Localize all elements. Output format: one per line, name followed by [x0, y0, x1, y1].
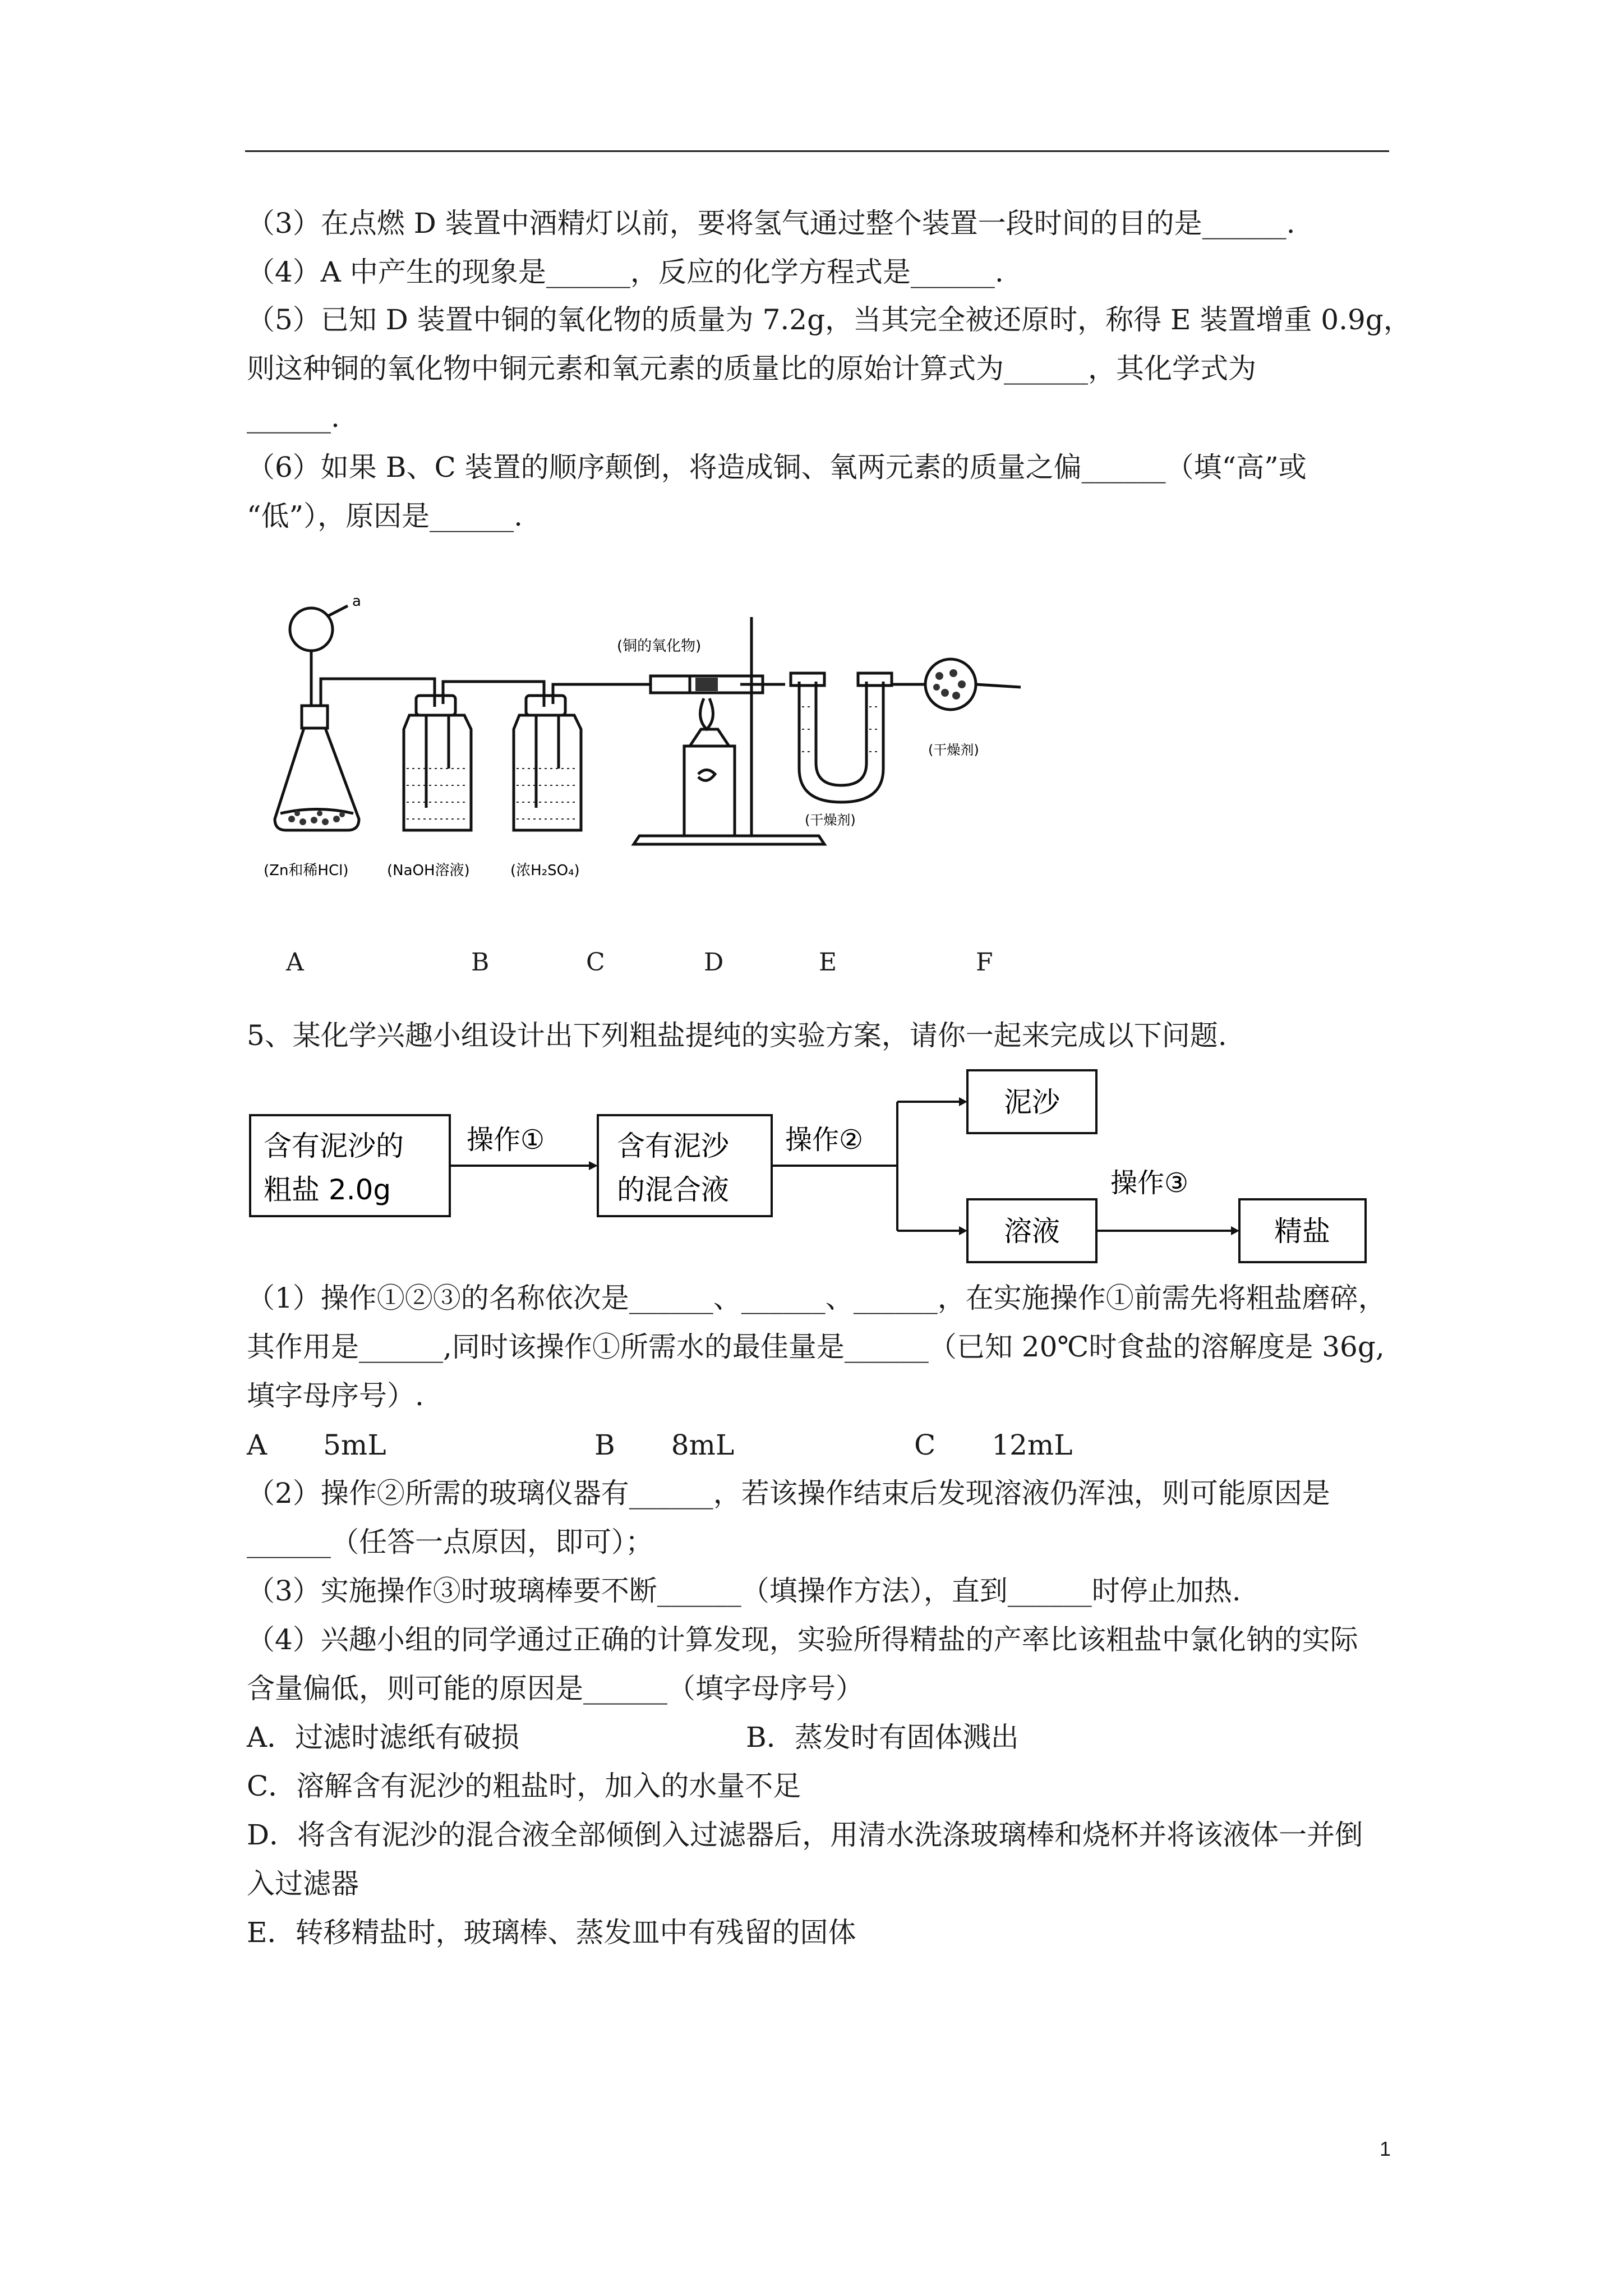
flow-op3: 操作③: [1110, 1167, 1189, 1199]
q5-choice-b: B．蒸发时有固体溅出: [746, 1721, 1019, 1754]
label-zn-hcl: (Zn和稀HCl): [264, 862, 349, 879]
label-a: a: [352, 593, 361, 610]
q5-intro: 5、某化学兴趣小组设计出下列粗盐提纯的实验方案，请你一起来完成以下问题.: [247, 1019, 1227, 1052]
q5-choice-c: C．溶解含有泥沙的粗盐时，加入的水量不足: [247, 1770, 801, 1802]
label-desiccant-f: (干燥剂): [928, 742, 979, 758]
flowchart: [247, 1066, 1368, 1279]
q5-part4-line1: （4）兴趣小组的同学通过正确的计算发现，实验所得精盐的产率比该粗盐中氯化钠的实际: [247, 1623, 1358, 1656]
q5-part3: （3）实施操作③时玻璃棒要不断______（填操作方法），直到______时停止加热.: [247, 1575, 1241, 1607]
flow-box2-line1: 含有泥沙: [617, 1130, 729, 1162]
flow-box-solution: 溶液: [1004, 1215, 1060, 1248]
q5-part2-line1: （2）操作②所需的玻璃仪器有______，若该操作结束后发现溶液仍浑浊，则可能原因是: [247, 1477, 1330, 1510]
flow-box2-line2: 的混合液: [617, 1174, 729, 1206]
letter-e: E: [819, 948, 837, 977]
q4-part4: （4）A 中产生的现象是______，反应的化学方程式是______.: [247, 256, 1004, 288]
q5-choice-e: E．转移精盐时，玻璃棒、蒸发皿中有残留的固体: [247, 1916, 856, 1949]
q5-part2-line2: ______（任答一点原因，即可）；: [247, 1526, 653, 1558]
flow-op1: 操作①: [467, 1124, 545, 1156]
label-h2so4: (浓H₂SO₄): [510, 862, 580, 879]
apparatus-diagram: [258, 583, 1043, 898]
q4-part6-line1: （6）如果 B、C 装置的顺序颠倒，将造成铜、氧两元素的质量之偏______（填“高”或: [247, 451, 1307, 484]
q5-option-c: C 12mL: [914, 1429, 1073, 1461]
letter-d: D: [704, 948, 724, 977]
q4-part6-line2: “低”），原因是______.: [247, 500, 523, 532]
q4-part5-line2: 则这种铜的氧化物中铜元素和氧元素的质量比的原始计算式为______，其化学式为: [247, 352, 1256, 385]
q5-part1-line3: 填字母序号）.: [247, 1379, 424, 1412]
q4-part5-line1: （5）已知 D 装置中铜的氧化物的质量为 7.2g，当其完全被还原时，称得 E 装置增重 0.9g，: [247, 303, 1412, 336]
q4-part3: （3）在点燃 D 装置中酒精灯以前，要将氢气通过整个装置一段时间的目的是______.: [247, 207, 1295, 240]
page-number: 1: [1380, 2137, 1391, 2160]
flow-box-sand: 泥沙: [1004, 1086, 1060, 1119]
label-naoh: (NaOH溶液): [387, 862, 470, 879]
flow-box1-line1: 含有泥沙的: [264, 1130, 404, 1162]
letter-a: A: [286, 948, 304, 977]
q4-part5-line3: ______.: [247, 401, 340, 434]
q5-part1-line1: （1）操作①②③的名称依次是______、______、______，在实施操作①前需先将粗盐磨碎，: [247, 1282, 1386, 1314]
q5-option-b: B 8mL: [594, 1429, 735, 1461]
letter-f: F: [976, 948, 993, 977]
q5-option-a: A 5mL: [247, 1429, 386, 1461]
header-rule: [245, 150, 1389, 152]
letter-c: C: [586, 948, 605, 977]
q5-part4-line2: 含量偏低，则可能的原因是______（填字母序号）: [247, 1672, 864, 1705]
label-cu-oxide: (铜的氧化物): [617, 638, 702, 655]
letter-b: B: [471, 948, 490, 977]
flow-op2: 操作②: [785, 1124, 864, 1156]
q5-choice-a: A．过滤时滤纸有破损: [247, 1721, 520, 1754]
label-desiccant-e: (干燥剂): [805, 812, 856, 828]
q5-choice-d-line2: 入过滤器: [247, 1867, 359, 1900]
q5-choice-d-line1: D．将含有泥沙的混合液全部倾倒入过滤器后，用清水洗涤玻璃棒和烧杯并将该液体一并倒: [247, 1819, 1363, 1851]
flow-box1-line2: 粗盐 2.0g: [264, 1174, 391, 1206]
flow-box-salt: 精盐: [1274, 1215, 1330, 1248]
q5-part1-line2: 其作用是______,同时该操作①所需水的最佳量是______（已知 20℃时食盐的溶解度是 36g,: [247, 1331, 1385, 1363]
